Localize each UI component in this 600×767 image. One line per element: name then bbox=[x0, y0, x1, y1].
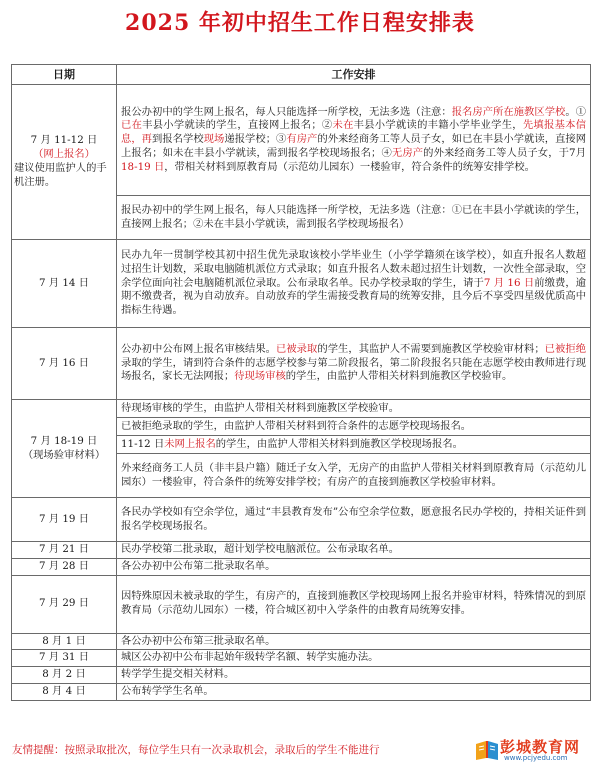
date-cell bbox=[12, 667, 117, 684]
table-row bbox=[12, 683, 591, 700]
highlight-text: 待现场审核 bbox=[234, 370, 286, 383]
header-date: 日期 bbox=[12, 65, 117, 85]
work-cell bbox=[117, 400, 591, 418]
work-text: 民办学校第二批录取，超计划学校电脑派位。公布录取名单。 bbox=[121, 543, 400, 555]
highlight-text: 已在 bbox=[121, 119, 143, 132]
work-text: 的外来经商务工等人员子女，于7月 bbox=[423, 146, 587, 159]
date-text: 8 月 1 日 bbox=[42, 634, 86, 647]
site-logo bbox=[474, 736, 592, 764]
highlight-text: 报名房产所在施教区学校 bbox=[451, 105, 566, 118]
highlight-text: 7 月 16 日 bbox=[483, 276, 535, 289]
logo-url: www.pcjyedu.com bbox=[504, 754, 568, 762]
work-text: 民办九年一贯制学校其初中招生优先录取该校小学毕业生（小学学籍须在该学校），如直升报名人数超过招生计划数，采取电脑随机派位方式录取；如直升报名人数未超过招生计划数，一次性全部录取，空余学位面向社会电脑随机派位录取。公布录取名单。民办学校录取的学生，请于 bbox=[121, 249, 586, 289]
highlight-text: 18-19 日 bbox=[121, 160, 165, 173]
work-text: 城区公办初中公布非起始年级转学名额、转学实施办法。 bbox=[121, 651, 379, 664]
date-cell bbox=[12, 240, 117, 328]
work-cell bbox=[117, 454, 591, 498]
work-cell bbox=[117, 196, 591, 240]
date-cell bbox=[12, 683, 117, 700]
work-text: 待现场审核的学生，由监护人带相关材料到施教区学校验审。 bbox=[121, 401, 400, 414]
work-text: 报公办初中的学生网上报名，每人只能选择一所学校，无法多选（注意： bbox=[121, 105, 452, 118]
work-text: 录取的学生，请到符合条件的志愿学校参与第二阶段报名，第二阶段报名只能在志愿学校由教师进行现场报名，家长无法网报； bbox=[121, 356, 586, 383]
work-text: 递报学校；③ bbox=[224, 133, 287, 146]
date-cell bbox=[12, 400, 117, 498]
work-text: 报民办初中的学生网上报名，每人只能选择一所学校，无法多选（注意：①已在丰县小学就读的学生，直接网上报名；②未在丰县小学就读，需到报名学校现场报名） bbox=[121, 203, 586, 230]
date-text: 7 月 14 日 bbox=[38, 276, 90, 289]
date-cell bbox=[12, 633, 117, 650]
work-text: 的学生，由监护人带相关材料到施教区学校验审。 bbox=[285, 370, 513, 383]
work-text: 转学学生提交相关材料。 bbox=[121, 668, 235, 681]
work-cell bbox=[117, 498, 591, 542]
table-row bbox=[12, 328, 591, 400]
work-text: 。① bbox=[565, 105, 587, 118]
table-header-row bbox=[12, 65, 591, 85]
work-text: 公布转学学生名单。 bbox=[121, 684, 214, 697]
date-text: 7 月 16 日 bbox=[38, 356, 90, 369]
schedule-table bbox=[11, 64, 591, 701]
work-cell bbox=[117, 328, 591, 400]
work-cell bbox=[117, 633, 591, 650]
work-cell bbox=[117, 650, 591, 667]
table-row bbox=[12, 85, 591, 196]
work-text: 到报名学校 bbox=[152, 133, 204, 146]
book-logo-icon bbox=[474, 736, 500, 762]
date-text: 8 月 2 日 bbox=[42, 668, 86, 681]
date-text: 7 月 18-19 日 bbox=[30, 434, 98, 447]
date-cell bbox=[12, 498, 117, 542]
highlight-text: 有房产 bbox=[286, 133, 318, 146]
page-title: 2025 年初中招生工作日程安排表 bbox=[125, 10, 475, 36]
table-row bbox=[12, 400, 591, 418]
work-cell bbox=[117, 418, 591, 436]
highlight-text: 未在 bbox=[332, 119, 354, 132]
table-row bbox=[12, 667, 591, 684]
work-cell bbox=[117, 436, 591, 454]
highlight-text: 已被录取 bbox=[276, 342, 318, 355]
date-cell bbox=[12, 575, 117, 633]
highlight-text: 现场 bbox=[203, 133, 225, 146]
work-text: 的外来经商务工等人员子女，如已在丰县小学就读，直接网上报名；如未在丰县小学就读，需到报名学校现场报名；④ bbox=[121, 133, 587, 159]
work-text: 各民办学校如有空余学位，通过“丰县教育发布”公布空余学位数，愿意报名民办学校的，持相关证件到报名学校现场报名。 bbox=[121, 505, 586, 532]
work-text: 各公办初中公布第三批录取名单。 bbox=[121, 634, 276, 647]
work-cell bbox=[117, 240, 591, 328]
work-cell bbox=[117, 542, 591, 559]
table-row bbox=[12, 633, 591, 650]
work-text: ，带相关材料到原教育局（示范幼儿园东）一楼验审，符合条件的统筹安排学校。 bbox=[164, 160, 535, 173]
work-cell bbox=[117, 558, 591, 575]
date-text: 7 月 31 日 bbox=[38, 651, 90, 664]
date-text: 7 月 21 日 bbox=[38, 543, 90, 555]
highlight-text: 已被拒绝 bbox=[544, 342, 587, 355]
date-text: 8 月 4 日 bbox=[42, 684, 86, 697]
work-text: 的学生，由监护人带相关材料到施教区学校现场报名。 bbox=[215, 437, 463, 450]
work-text: 公办初中公布网上报名审核结果。 bbox=[121, 342, 277, 355]
work-text: 丰县小学就读的丰籍小学毕业学生， bbox=[353, 119, 523, 132]
date-note: （现场验审材料） bbox=[22, 448, 106, 461]
date-cell bbox=[12, 542, 117, 559]
work-text: 各公办初中公布第二批录取名单。 bbox=[121, 559, 276, 572]
highlight-text: 未网上报名 bbox=[164, 437, 216, 450]
table-row bbox=[12, 575, 591, 633]
header-work: 工作安排 bbox=[117, 65, 591, 85]
date-text: 7 月 19 日 bbox=[38, 512, 90, 525]
date-cell bbox=[12, 558, 117, 575]
work-cell bbox=[117, 667, 591, 684]
work-text: 的学生，其监护人不需要到施教区学校验审材料； bbox=[317, 342, 545, 355]
date-text: 7 月 29 日 bbox=[38, 597, 90, 610]
work-text: 因特殊原因未被录取的学生，有房产的，直接到施教区学校现场网上报名并验审材料，特殊情况的到原教育局（示范幼儿园东）一楼，符合城区初中入学条件的由教育局统筹安排。 bbox=[121, 590, 586, 617]
logo-name: 彭城教育网 bbox=[500, 738, 581, 756]
table-row bbox=[12, 240, 591, 328]
highlight-text: 无房产 bbox=[391, 146, 424, 159]
date-text: 7 月 11-12 日 bbox=[30, 134, 98, 147]
table-row bbox=[12, 542, 591, 559]
table-row bbox=[12, 498, 591, 542]
table-row bbox=[12, 650, 591, 667]
highlight-text: 先填报基本信息，再 bbox=[121, 119, 587, 146]
date-cell bbox=[12, 650, 117, 667]
date-text: 7 月 28 日 bbox=[38, 559, 90, 572]
date-note: （网上报名） bbox=[33, 148, 95, 161]
work-cell bbox=[117, 85, 591, 196]
work-text: 前缴费，逾期不缴费者，视为自动放弃。自动放弃的学生需接受教育局的统筹安排，且今后不享受四星级优质高中指标生待遇。 bbox=[121, 276, 587, 317]
work-text: 已被拒绝录取的学生，由监护人带相关材料到符合条件的志愿学校现场报名。 bbox=[121, 419, 472, 432]
work-cell bbox=[117, 683, 591, 700]
work-cell bbox=[117, 575, 591, 633]
notice-text: 友情提醒：按照录取批次，每位学生只有一次录取机会，录取后的学生不能进行 bbox=[12, 744, 380, 756]
work-text: 丰县小学就读的学生，直接网上报名；② bbox=[142, 119, 333, 132]
work-text: 外来经商务工人员（非丰县户籍）随迁子女入学，无房产的由监护人带相关材料到原教育局（示范幼儿园东）一楼验审，符合条件的统筹安排学校；有房产的直接到施教区学校验审材料。 bbox=[121, 461, 586, 488]
date-remark: 建议使用监护人的手机注册。 bbox=[14, 162, 107, 188]
table-row bbox=[12, 558, 591, 575]
work-text: 11-12 日 bbox=[121, 437, 165, 450]
date-cell bbox=[12, 328, 117, 400]
date-cell bbox=[12, 85, 117, 240]
